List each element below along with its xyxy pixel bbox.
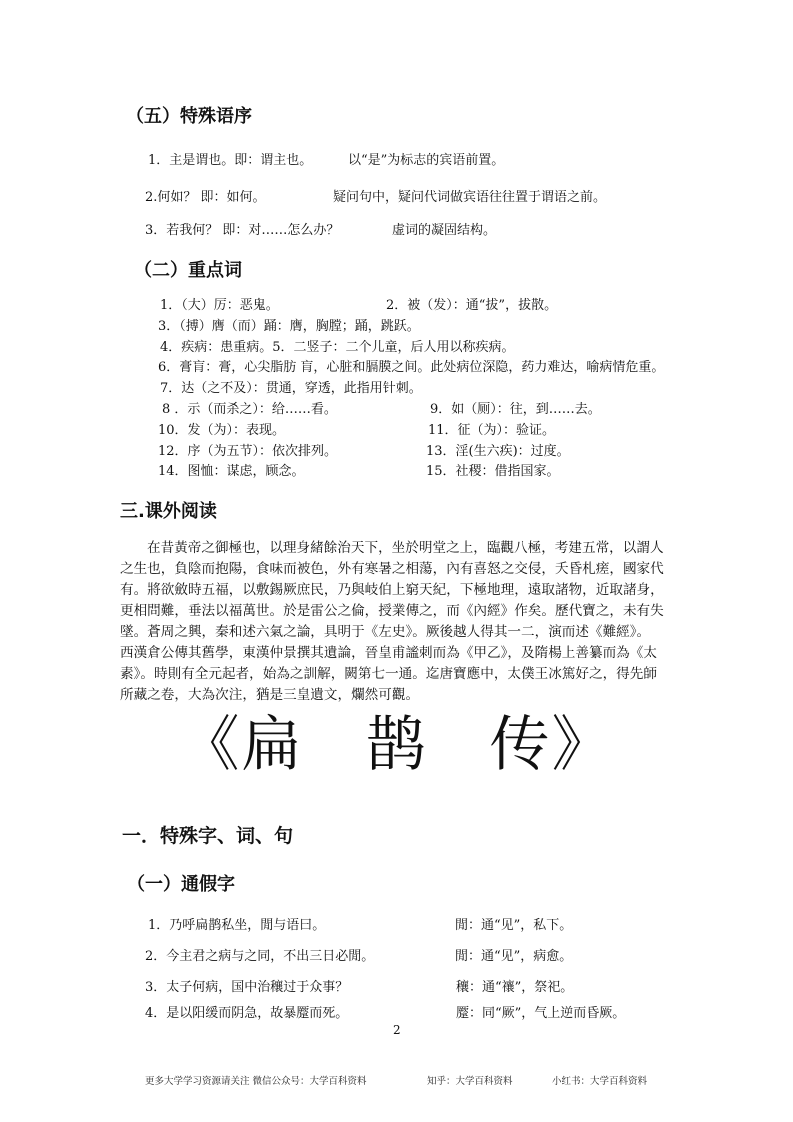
key-word-row	[0, 462, 793, 483]
footer-xiaohongshu: 小红书：大学百科资料	[552, 1076, 648, 1088]
key-word-row	[0, 358, 793, 379]
key-word-item: 9．如（厕）：往，到……去。	[430, 401, 601, 417]
section-heading-reading: 三.课外阅读	[120, 501, 217, 523]
key-word-item: 13．淫(生六疾)：过度。	[426, 443, 570, 459]
tongjiazi-explanation: 穰：通“禳”，祭祀。	[456, 980, 574, 996]
word-order-explanation: 以“是”为标志的宾语前置。	[348, 153, 505, 168]
reading-passage	[0, 538, 793, 706]
key-word-item: 15．社稷：借指国家。	[426, 464, 560, 480]
word-order-item: 1．主是谓也。即：谓主也。	[148, 153, 313, 168]
key-word-item: 1．（大）厉：恶鬼。	[160, 298, 279, 313]
word-order-row	[0, 153, 793, 169]
tongjiazi-explanation: 蹷：同“厥”，气上逆而昏厥。	[456, 1006, 626, 1022]
word-order-explanation: 疑问句中，疑问代词做宾语往往置于谓语之前。	[333, 190, 607, 205]
section-heading-word-order: （五）特殊语序	[126, 106, 252, 127]
tongjiazi-list	[0, 918, 793, 1022]
tongjiazi-sentence: 4．是以阳缓而阴急，故暴蹷而死。	[145, 1006, 349, 1022]
section-heading-key-words: （二）重点词	[134, 260, 242, 281]
word-order-list	[0, 153, 793, 239]
footer	[0, 1076, 793, 1088]
page-number: 2	[393, 1023, 401, 1038]
key-word-row	[0, 421, 793, 442]
tongjiazi-sentence: 3．太子何病，国中治穰过于众事？	[145, 980, 349, 996]
tongjiazi-explanation: 閒：通“见”，私下。	[455, 918, 573, 934]
key-word-row	[0, 379, 793, 400]
key-word-item: 11．征（为）：验证。	[428, 422, 556, 438]
footer-zhihu: 知乎：大学百科资料	[427, 1076, 513, 1088]
section-heading-special: 一．特殊字、词、句	[122, 825, 294, 848]
key-word-row	[0, 317, 793, 338]
tongjiazi-explanation: 閒：通“见”，病愈。	[455, 949, 573, 965]
footer-wechat: 更多大学学习资源请关注 微信公众号：大学百科资料	[145, 1076, 367, 1088]
key-word-row	[0, 296, 793, 317]
key-word-item: 4．疾病：患重病。5．二竖子：二个儿童，后人用以称疾病。	[160, 339, 515, 355]
tongjiazi-row	[0, 949, 793, 965]
key-word-item: 6．膏肓：膏，心尖脂肪 肓，心脏和膈膜之间。此处病位深隐，药力难达，喻病情危重。	[158, 360, 665, 376]
key-word-item: 12．序（为五节）：依次排列。	[158, 443, 338, 459]
word-order-item: 3．若我何？ 即：对……怎么办？	[145, 223, 340, 238]
key-word-item: 10．发（为）：表现。	[158, 422, 286, 438]
key-word-item: 14．图恤：谋虑，顾念。	[158, 464, 305, 480]
word-order-row	[0, 223, 793, 239]
tongjiazi-row	[0, 1006, 793, 1022]
key-word-row	[0, 400, 793, 421]
subheading-tongjiazi: （一）通假字	[127, 874, 235, 896]
key-words-list	[0, 296, 793, 483]
chapter-title: 《扁 鹊 传》	[179, 710, 614, 781]
key-word-row	[0, 338, 793, 359]
tongjiazi-sentence: 1．乃呼扁鹊私坐，閒与语曰。	[148, 918, 326, 934]
tongjiazi-sentence: 2．今主君之病与之同，不出三日必閒。	[145, 949, 375, 965]
key-word-item: 7．达（之不及）：贯通，穿透，此指用针刺。	[160, 381, 422, 397]
reading-line: 之生也，負陰而抱陽，食味而被色，外有寒暑之相蕩，內有喜怒之交侵，夭昏札瘥，國家代	[120, 561, 664, 578]
reading-line: 墜。蒼周之興，秦和述六氣之論，具明于《左史》。厥後越人得其一二，演而述《難經》。	[120, 624, 651, 641]
reading-line: 西漢倉公傳其舊學，東漢仲景撰其遺論，晉皇甫謐刺而為《甲乙》，及隋楊上善纂而為《太	[120, 645, 657, 662]
word-order-row	[0, 190, 793, 206]
word-order-item: 2.何如？ 即：如何。	[145, 190, 266, 205]
key-word-item: 8 ．示（而杀之）：给……看。	[162, 401, 337, 417]
word-order-explanation: 虚词的凝固结构。	[392, 223, 497, 238]
tongjiazi-row	[0, 918, 793, 934]
tongjiazi-row	[0, 980, 793, 996]
reading-line: 素》。時則有全元起者，始為之訓解，闕第七一通。迄唐寶應中，太僕王冰篤好之，得先師	[120, 666, 657, 683]
reading-line: 在昔黃帝之御極也，以理身緒餘治天下，坐於明堂之上，臨觀八極，考建五常，以謂人	[147, 540, 664, 557]
reading-line: 有。將欲斂時五福，以敷錫厥庶民，乃與岐伯上窮天紀，下極地理，遠取諸物，近取諸身，	[120, 582, 664, 599]
key-word-item: 2．被（发）：通“拔”，拔散。	[386, 298, 558, 313]
key-word-row	[0, 442, 793, 463]
key-word-item: 3．（搏）膺（而）踊：膺，胸膛；踊，跳跃。	[158, 318, 420, 334]
reading-line: 更相問難，垂法以福萬世。於是雷公之倫，授業傳之，而《內經》作矣。歷代寶之，未有失	[120, 603, 664, 620]
reading-line: 所藏之卷，大為次注，猶是三皇遺文，爛然可觀。	[120, 687, 420, 704]
